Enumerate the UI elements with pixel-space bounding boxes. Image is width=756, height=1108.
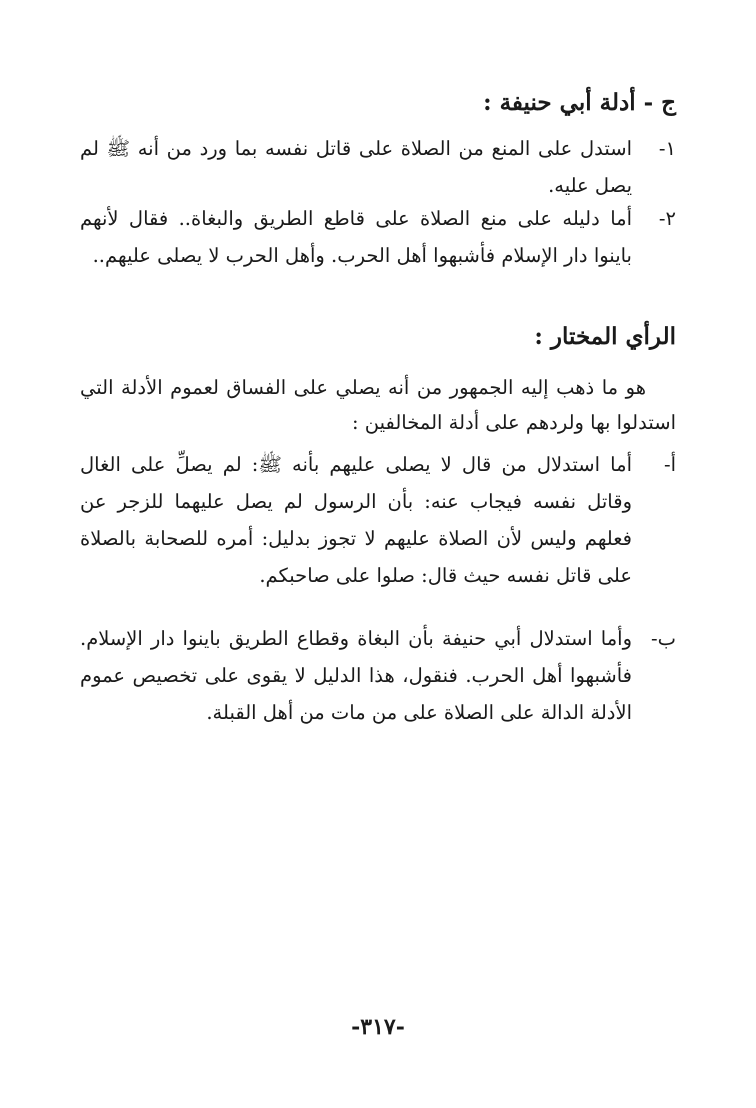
item-text: استدل على المنع من الصلاة على قاتل نفسه بما ورد من أنه ﷺ لم يصل عليه. (80, 137, 632, 197)
intro-paragraph: هو ما ذهب إليه الجمهور من أنه يصلي على الفساق لعموم الأدلة التي استدلوا بها ولردهم على أدلة المخالفين : (80, 376, 676, 434)
list-item (80, 130, 676, 204)
item-number: ب- (651, 627, 676, 650)
page-number: -٣١٧- (351, 1014, 405, 1040)
item-number: ٢- (658, 207, 676, 230)
section-c-heading: ج - أدلة أبي حنيفة : (483, 89, 676, 116)
list-item (80, 620, 676, 731)
chosen-opinion-heading: الرأي المختار : (534, 323, 676, 350)
list-item (80, 200, 676, 274)
item-text: وأما استدلال أبي حنيفة بأن البغاة وقطاع الطريق باينوا دار الإسلام. فأشبهوا أهل الحرب. فنقول، هذا الدليل لا يقوى على تخصيص عموم الأدلة الدالة على الصلاة على من مات من أهل القبلة. (80, 627, 632, 724)
item-text: أما استدلال من قال لا يصلى عليهم بأنه ﷺ: لم يصلِّ على الغال وقاتل نفسه فيجاب عنه: بأن الرسول لم يصل عليهما للزجر عن فعلهم وليس لأن الصلاة عليهم لا تجوز بدليل: أمره للصحابة بالصلاة على قاتل نفسه حيث قال: صلوا على صاحبكم. (80, 453, 632, 587)
list-item (80, 446, 676, 594)
item-number: أ- (663, 453, 676, 476)
item-number: ١- (658, 137, 676, 160)
item-text: أما دليله على منع الصلاة على قاطع الطريق والبغاة.. فقال لأنهم باينوا دار الإسلام فأشبهوا أهل الحرب. وأهل الحرب لا يصلى عليهم.. (80, 207, 632, 267)
